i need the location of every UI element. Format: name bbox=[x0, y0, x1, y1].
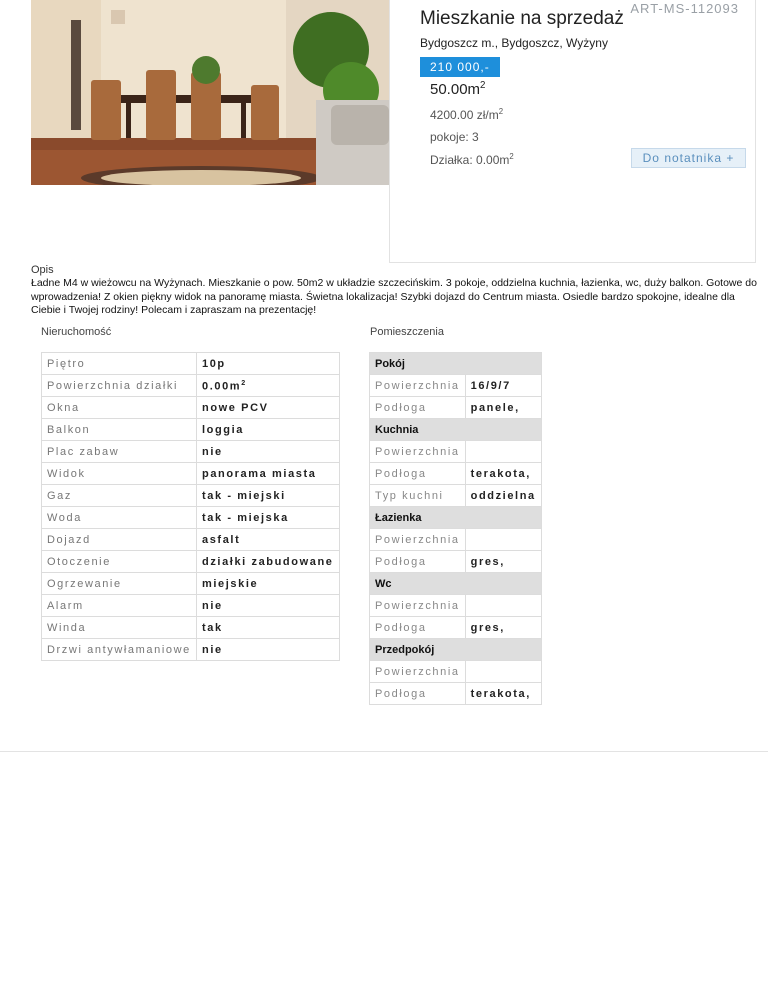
property-value bbox=[197, 419, 340, 441]
property-row bbox=[42, 463, 340, 485]
room-detail-label: Podłoga bbox=[370, 463, 466, 485]
property-value-text: nie bbox=[202, 643, 223, 656]
property-value-text: panorama miasta bbox=[202, 467, 317, 480]
property-row bbox=[42, 441, 340, 463]
property-row bbox=[42, 485, 340, 507]
property-value bbox=[197, 397, 340, 419]
property-value bbox=[197, 617, 340, 639]
plot-area bbox=[430, 152, 514, 167]
listing-title: Mieszkanie na sprzedaż bbox=[420, 8, 624, 29]
room-detail-value: gres, bbox=[465, 551, 541, 573]
property-value bbox=[197, 595, 340, 617]
area-unit-sup: 2 bbox=[480, 80, 486, 91]
rooms-section-title: Pomieszczenia bbox=[370, 326, 444, 338]
description-text: Ładne M4 w wieżowcu na Wyżynach. Mieszkanie o pow. 50m2 w układzie szczecińskim. 3 pokoje, oddzielna kuchnia, łazienka, wc, duży balkon. Gotowe do wprowadzenia! Z okien piękny widok na panoramę miasta. Świetna lokalizacja! Szybki dojazd do Centrum miasta. Osiedle bardzo spokojne, idealne dla Ciebie i Twojej rodziny! Polecam i zapraszam na prezentację! bbox=[31, 277, 757, 316]
room-name: Wc bbox=[370, 573, 542, 595]
room-detail-row bbox=[370, 595, 542, 617]
property-value bbox=[197, 463, 340, 485]
room-detail-label: Powierzchnia bbox=[370, 529, 466, 551]
property-label: Dojazd bbox=[42, 529, 197, 551]
listing-location: Bydgoszcz m., Bydgoszcz, Wyżyny bbox=[420, 36, 608, 50]
property-value-text: asfalt bbox=[202, 533, 241, 546]
property-value-sup: 2 bbox=[241, 378, 247, 387]
room-detail-row bbox=[370, 397, 542, 419]
property-row bbox=[42, 639, 340, 661]
property-value-text: 0.00m bbox=[202, 380, 242, 393]
property-label: Winda bbox=[42, 617, 197, 639]
property-label: Piętro bbox=[42, 353, 197, 375]
room-detail-value bbox=[465, 595, 541, 617]
property-value bbox=[197, 529, 340, 551]
property-row bbox=[42, 595, 340, 617]
property-value-text: tak bbox=[202, 621, 223, 634]
listing-info-card bbox=[389, 0, 756, 263]
room-detail-row bbox=[370, 463, 542, 485]
property-value-text: nie bbox=[202, 599, 223, 612]
rooms-table bbox=[369, 352, 542, 705]
apartment-photo-image bbox=[31, 0, 389, 185]
room-detail-label: Powierzchnia bbox=[370, 661, 466, 683]
property-value-text: nowe PCV bbox=[202, 401, 269, 414]
listing-code: ART-MS-112093 bbox=[630, 1, 739, 16]
property-value bbox=[197, 441, 340, 463]
room-name: Pokój bbox=[370, 353, 542, 375]
property-value-text: 10p bbox=[202, 357, 226, 370]
property-value-text: miejskie bbox=[202, 577, 259, 590]
room-header-row bbox=[370, 573, 542, 595]
room-detail-value bbox=[465, 661, 541, 683]
room-name: Kuchnia bbox=[370, 419, 542, 441]
property-label: Ogrzewanie bbox=[42, 573, 197, 595]
room-name: Łazienka bbox=[370, 507, 542, 529]
add-to-notes-button[interactable]: Do notatnika + bbox=[631, 148, 746, 168]
room-detail-value bbox=[465, 441, 541, 463]
property-row bbox=[42, 353, 340, 375]
room-detail-row bbox=[370, 485, 542, 507]
room-detail-row bbox=[370, 529, 542, 551]
room-detail-row bbox=[370, 551, 542, 573]
room-detail-label: Podłoga bbox=[370, 617, 466, 639]
description-label: Opis bbox=[31, 264, 54, 276]
property-row bbox=[42, 419, 340, 441]
property-value bbox=[197, 375, 340, 397]
property-label: Plac zabaw bbox=[42, 441, 197, 463]
property-value-text: tak - miejski bbox=[202, 489, 286, 502]
room-header-row bbox=[370, 353, 542, 375]
property-value bbox=[197, 485, 340, 507]
property-label: Drzwi antywłamaniowe bbox=[42, 639, 197, 661]
room-detail-row bbox=[370, 617, 542, 639]
listing-photo[interactable] bbox=[31, 0, 389, 185]
property-label: Alarm bbox=[42, 595, 197, 617]
property-row bbox=[42, 551, 340, 573]
rooms-count: pokoje: 3 bbox=[430, 130, 479, 144]
area-value bbox=[430, 80, 485, 98]
property-section-title: Nieruchomość bbox=[41, 326, 112, 338]
property-value bbox=[197, 573, 340, 595]
property-value bbox=[197, 353, 340, 375]
property-label: Gaz bbox=[42, 485, 197, 507]
room-detail-label: Podłoga bbox=[370, 397, 466, 419]
price-per-meter-number: 4200.00 zł/m bbox=[430, 108, 499, 122]
room-detail-label: Powierzchnia bbox=[370, 595, 466, 617]
property-value bbox=[197, 507, 340, 529]
footer-divider bbox=[0, 751, 768, 752]
property-value-text: loggia bbox=[202, 423, 244, 436]
room-detail-row bbox=[370, 375, 542, 397]
property-row bbox=[42, 375, 340, 397]
property-row bbox=[42, 507, 340, 529]
property-value-text: nie bbox=[202, 445, 223, 458]
room-name: Przedpokój bbox=[370, 639, 542, 661]
property-row bbox=[42, 617, 340, 639]
room-detail-value: panele, bbox=[465, 397, 541, 419]
room-header-row bbox=[370, 507, 542, 529]
room-detail-label: Powierzchnia bbox=[370, 375, 466, 397]
plot-area-number: Działka: 0.00m bbox=[430, 153, 510, 167]
room-detail-label: Typ kuchni bbox=[370, 485, 466, 507]
room-detail-label: Powierzchnia bbox=[370, 441, 466, 463]
room-detail-row bbox=[370, 683, 542, 705]
property-label: Woda bbox=[42, 507, 197, 529]
property-label: Otoczenie bbox=[42, 551, 197, 573]
room-detail-value: oddzielna bbox=[465, 485, 541, 507]
room-detail-label: Podłoga bbox=[370, 551, 466, 573]
property-value bbox=[197, 551, 340, 573]
area-number: 50.00m bbox=[430, 81, 481, 98]
room-detail-row bbox=[370, 661, 542, 683]
property-label: Balkon bbox=[42, 419, 197, 441]
room-detail-value: gres, bbox=[465, 617, 541, 639]
property-label: Powierzchnia działki bbox=[42, 375, 197, 397]
property-table bbox=[41, 352, 340, 661]
room-detail-label: Podłoga bbox=[370, 683, 466, 705]
property-value-text: działki zabudowane bbox=[202, 555, 334, 568]
price-per-meter-sup: 2 bbox=[498, 107, 504, 116]
property-row bbox=[42, 573, 340, 595]
property-label: Okna bbox=[42, 397, 197, 419]
room-header-row bbox=[370, 419, 542, 441]
property-row bbox=[42, 529, 340, 551]
room-detail-value: terakota, bbox=[465, 463, 541, 485]
room-header-row bbox=[370, 639, 542, 661]
room-detail-value bbox=[465, 529, 541, 551]
price-badge: 210 000,- bbox=[420, 57, 500, 77]
price-per-meter bbox=[430, 107, 503, 122]
plot-area-sup: 2 bbox=[509, 152, 514, 161]
property-label: Widok bbox=[42, 463, 197, 485]
property-value bbox=[197, 639, 340, 661]
property-row bbox=[42, 397, 340, 419]
room-detail-row bbox=[370, 441, 542, 463]
room-detail-value: terakota, bbox=[465, 683, 541, 705]
room-detail-value: 16/9/7 bbox=[465, 375, 541, 397]
property-value-text: tak - miejska bbox=[202, 511, 289, 524]
